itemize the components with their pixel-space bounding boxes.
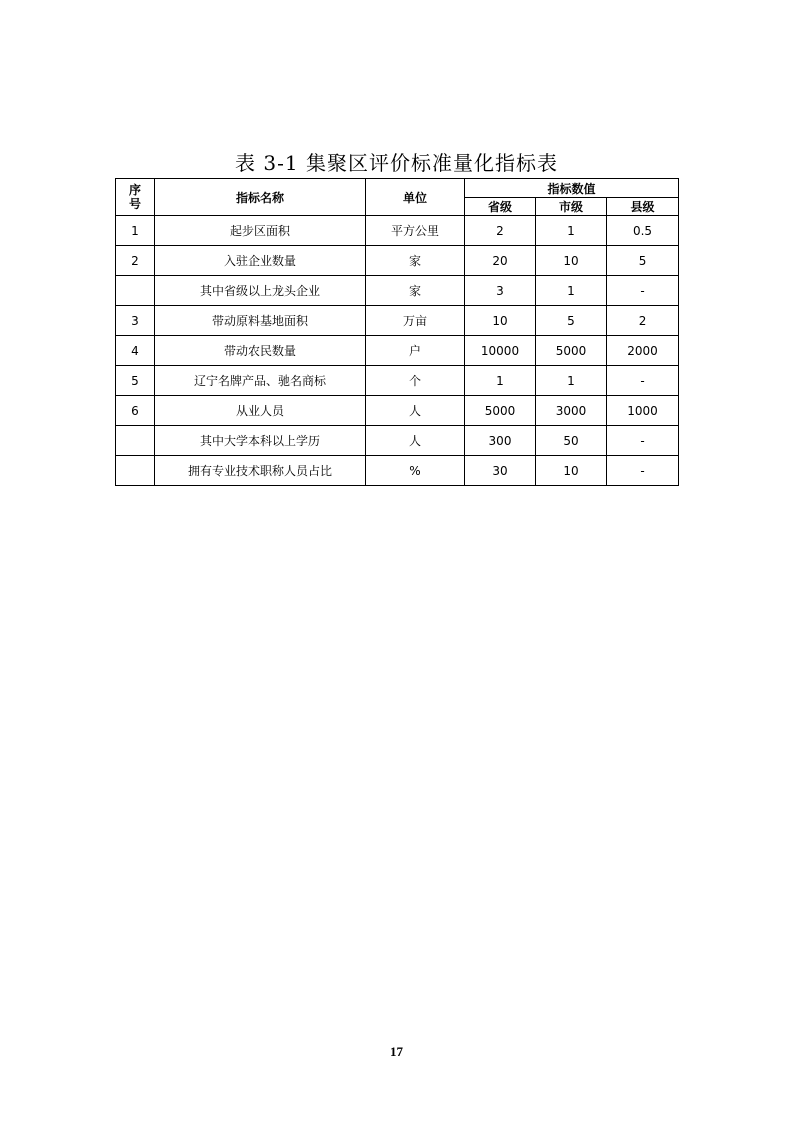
cell-name: 从业人员 (155, 396, 366, 426)
table-row (116, 456, 679, 486)
table-row (116, 426, 679, 456)
header-county: 县级 (607, 198, 679, 216)
cell-province: 3 (465, 276, 536, 306)
cell-city: 5 (536, 306, 607, 336)
cell-city: 5000 (536, 336, 607, 366)
cell-city: 1 (536, 216, 607, 246)
cell-seq: 1 (116, 216, 155, 246)
cell-unit: 万亩 (366, 306, 465, 336)
header-name: 指标名称 (155, 179, 366, 216)
table-row (116, 336, 679, 366)
cell-city: 50 (536, 426, 607, 456)
header-province: 省级 (465, 198, 536, 216)
cell-county: 1000 (607, 396, 679, 426)
cell-seq: 5 (116, 366, 155, 396)
cell-name: 拥有专业技术职称人员占比 (155, 456, 366, 486)
cell-province: 5000 (465, 396, 536, 426)
cell-name: 其中省级以上龙头企业 (155, 276, 366, 306)
cell-name: 辽宁名牌产品、驰名商标 (155, 366, 366, 396)
cell-city: 1 (536, 276, 607, 306)
cell-county: - (607, 366, 679, 396)
table-title: 表 3-1 集聚区评价标准量化指标表 (235, 151, 558, 175)
cell-province: 30 (465, 456, 536, 486)
cell-county: - (607, 456, 679, 486)
cell-seq: 3 (116, 306, 155, 336)
cell-seq: 6 (116, 396, 155, 426)
cell-city: 10 (536, 246, 607, 276)
table-row (116, 396, 679, 426)
cell-county: 5 (607, 246, 679, 276)
cell-unit: 家 (366, 276, 465, 306)
cell-seq: 4 (116, 336, 155, 366)
table-row (116, 216, 679, 246)
cell-county: 2000 (607, 336, 679, 366)
cell-city: 10 (536, 456, 607, 486)
cell-county: - (607, 426, 679, 456)
cell-name: 带动原料基地面积 (155, 306, 366, 336)
cell-unit: 个 (366, 366, 465, 396)
cell-seq (116, 276, 155, 306)
cell-name: 其中大学本科以上学历 (155, 426, 366, 456)
cell-seq: 2 (116, 246, 155, 276)
cell-province: 300 (465, 426, 536, 456)
cell-province: 1 (465, 366, 536, 396)
table-row (116, 306, 679, 336)
cell-county: 0.5 (607, 216, 679, 246)
header-seq (116, 179, 155, 216)
cell-unit: 人 (366, 426, 465, 456)
header-unit: 单位 (366, 179, 465, 216)
cell-province: 10000 (465, 336, 536, 366)
cell-province: 10 (465, 306, 536, 336)
cell-unit: 户 (366, 336, 465, 366)
cell-name: 入驻企业数量 (155, 246, 366, 276)
table-row (116, 366, 679, 396)
cell-seq (116, 426, 155, 456)
cell-city: 1 (536, 366, 607, 396)
cell-unit: 平方公里 (366, 216, 465, 246)
cell-county: 2 (607, 306, 679, 336)
page-number: 17 (390, 1044, 403, 1059)
header-city: 市级 (536, 198, 607, 216)
cell-unit: 家 (366, 246, 465, 276)
header-seq-text: 序号 (128, 183, 141, 211)
table-row (116, 276, 679, 306)
cell-province: 20 (465, 246, 536, 276)
cell-unit: 人 (366, 396, 465, 426)
cell-name: 起步区面积 (155, 216, 366, 246)
cell-name: 带动农民数量 (155, 336, 366, 366)
cell-unit: % (366, 456, 465, 486)
cell-county: - (607, 276, 679, 306)
indicator-table (115, 178, 679, 486)
cell-seq (116, 456, 155, 486)
cell-city: 3000 (536, 396, 607, 426)
header-values: 指标数值 (465, 179, 679, 198)
cell-province: 2 (465, 216, 536, 246)
table-row (116, 246, 679, 276)
